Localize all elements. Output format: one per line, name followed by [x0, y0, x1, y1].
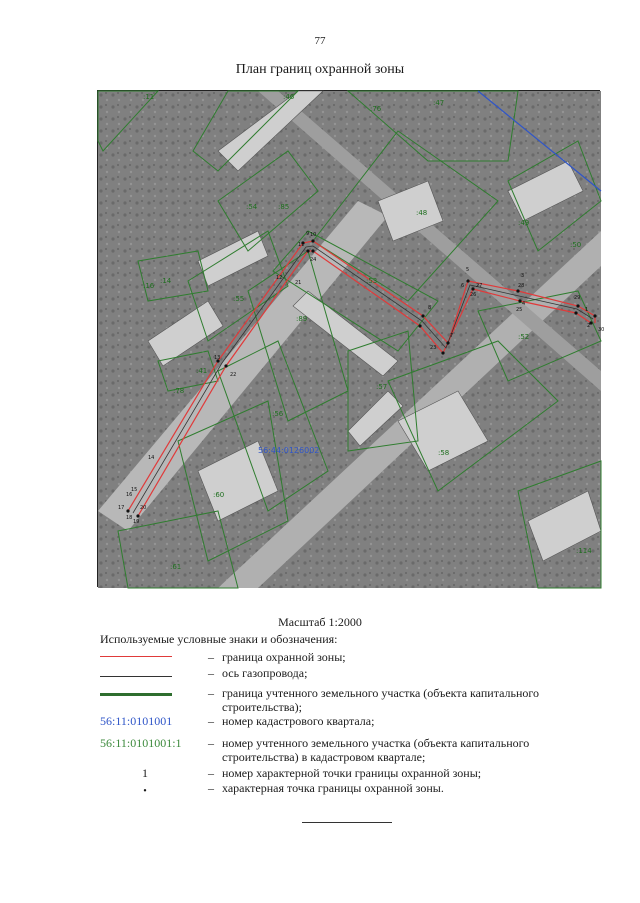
parcel-label: :57 — [376, 383, 388, 391]
parcel-number-sample: 56:11:0101001:1 — [100, 736, 182, 750]
parcel-label: :46 — [283, 93, 295, 101]
point-number-label: 21 — [295, 280, 302, 286]
point-number-label: 14 — [148, 455, 155, 461]
parcel-label: :16 — [143, 282, 155, 290]
parcel-label: :56 — [272, 410, 284, 418]
point-number-label: 29 — [574, 295, 581, 301]
page-number: 77 — [314, 35, 326, 47]
legend-heading: Используемые условные знаки и обозначения: — [100, 632, 338, 646]
point-number-label: 12 — [276, 275, 283, 281]
point-number-sample: 1 — [142, 766, 148, 780]
point-number-label: 17 — [118, 505, 125, 511]
point-number-label: 25 — [516, 307, 523, 313]
scale-label: Масштаб 1:2000 — [278, 615, 362, 629]
legend-sample — [100, 650, 190, 664]
legend-desc: – номер учтенного земельного участка (объекта капитального строительства) в кадастровом квартале; — [208, 736, 578, 764]
parcel-label: :11 — [143, 93, 155, 101]
parcel-label: :85 — [278, 203, 290, 211]
point-number-label: 6 — [461, 283, 465, 289]
point-marker-sample: • — [143, 786, 147, 797]
point-number-label: 2 — [587, 323, 591, 329]
page-title: План границ охранной зоны — [235, 62, 405, 77]
legend-desc: – граница охранной зоны; — [208, 650, 578, 664]
point-number-label: 16 — [126, 492, 133, 498]
quarter-number-sample: 56:11:0101001 — [100, 714, 173, 728]
point-number-label: 20 — [140, 505, 147, 511]
parcel-label: :89 — [296, 315, 308, 323]
point-number-label: 26 — [470, 292, 477, 298]
point-number-label: 24 — [310, 257, 317, 263]
legend-sample — [100, 666, 190, 680]
parcel-label: :76 — [370, 105, 382, 113]
point-number-label: 30 — [598, 327, 605, 333]
map-canvas — [98, 91, 605, 588]
legend-desc: – характерная точка границы охранной зоны. — [208, 781, 578, 795]
legend-sample — [100, 686, 190, 700]
parcel-label: :58 — [438, 449, 450, 457]
parcel-label: :47 — [433, 99, 445, 107]
parcel-label: :53 — [366, 277, 378, 285]
parcel-label: :54 — [246, 203, 258, 211]
parcel-label: :60 — [213, 491, 225, 499]
parcel-label: :49 — [518, 219, 530, 227]
parcel-label: :61 — [170, 563, 182, 571]
point-number-label: 5 — [466, 267, 470, 273]
point-number-label: 4 — [522, 301, 526, 307]
point-number-label: 10 — [310, 232, 317, 238]
parcel-label: :41 — [196, 367, 208, 375]
gas-axis-line-sample — [100, 676, 172, 677]
legend-desc: – номер характерной точки границы охранной зоны; — [208, 766, 578, 780]
legend-desc: – номер кадастрового квартала; — [208, 714, 578, 728]
parcel-boundary-line-sample — [100, 693, 172, 696]
legend-desc: – ось газопровода; — [208, 666, 578, 680]
point-number-label: 3 — [521, 273, 525, 279]
legend-desc: – граница учтенного земельного участка (объекта капитального строительства); — [208, 686, 578, 714]
point-number-label: 9 — [306, 231, 310, 237]
parcel-label: :50 — [570, 241, 582, 249]
point-number-label: 22 — [230, 372, 237, 378]
point-number-label: 28 — [518, 283, 525, 289]
point-number-label: 18 — [126, 515, 133, 521]
point-number-label: 13 — [214, 355, 221, 361]
cadastral-map[interactable] — [97, 90, 605, 587]
zone-boundary-line-sample — [100, 656, 172, 657]
point-number-label: 1 — [585, 307, 589, 313]
bottom-rule — [302, 822, 392, 823]
point-number-label: 19 — [133, 519, 140, 525]
point-number-label: 15 — [131, 487, 138, 493]
quarter-number-label: 56:44:0126002 — [258, 446, 320, 455]
point-number-label: 23 — [430, 345, 437, 351]
point-number-label: 8 — [428, 305, 432, 311]
point-number-label: 11 — [298, 242, 305, 248]
parcel-label: :52 — [518, 333, 530, 341]
parcel-label: :114 — [576, 547, 592, 555]
parcel-label: :48 — [416, 209, 428, 217]
parcel-label: :78 — [173, 387, 185, 395]
point-number-label: 27 — [476, 283, 483, 289]
parcel-label: :55 — [233, 295, 245, 303]
parcel-label: :14 — [160, 277, 172, 285]
point-number-label: 7 — [450, 333, 454, 339]
